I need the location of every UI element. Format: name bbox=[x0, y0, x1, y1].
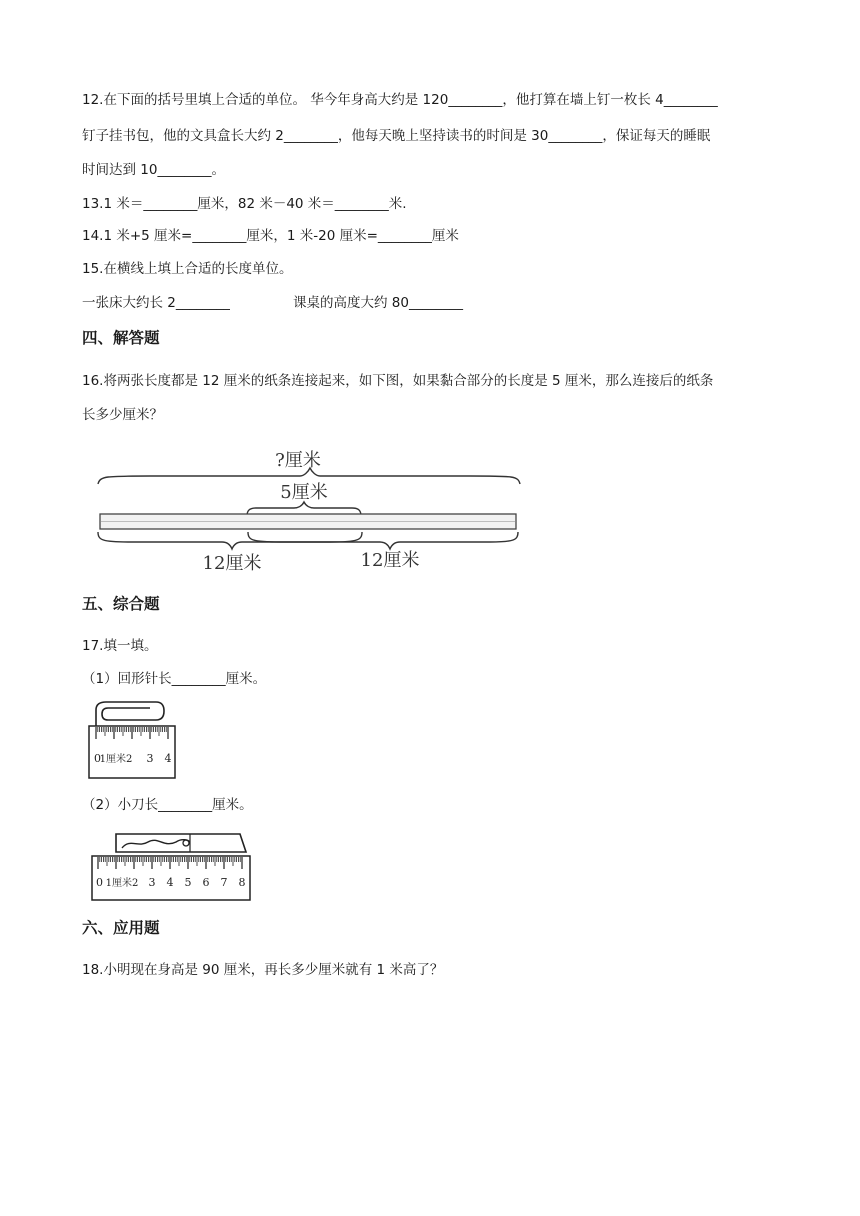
ruler-1-label-4: 4 bbox=[164, 752, 172, 765]
q18-text: 18.小明现在身高是 90 厘米，再长多少厘米就有 1 米高了？ bbox=[82, 962, 444, 978]
section-4-heading: 四、解答题 bbox=[82, 329, 160, 347]
q16-line1: 16.将两张长度都是 12 厘米的纸条连接起来，如下图，如果黏合部分的长度是 5 厘米，那么连接后的纸条 bbox=[82, 373, 714, 389]
ruler-2-label-4: 4 bbox=[166, 876, 174, 889]
q14-text: 14.1 米+5 厘米=________厘米，1 米-20 厘米=________厘米 bbox=[82, 228, 459, 244]
q12-line3: 时间达到 10________。 bbox=[82, 162, 225, 178]
left-strip-label: 12厘米 bbox=[202, 553, 262, 574]
ruler-2-label-6: 6 bbox=[202, 876, 210, 889]
q12-line2: 钉子挂书包，他的文具盒长大约 2________，他每天晚上坚持读书的时间是 30________，保证每天的睡眠 bbox=[82, 128, 711, 144]
ruler-2-label-3: 3 bbox=[148, 876, 156, 889]
q16-line2: 长多少厘米？ bbox=[82, 407, 163, 423]
ruler-2-label-1: 1厘米2 bbox=[105, 878, 139, 889]
overlap-length-label: 5厘米 bbox=[280, 482, 328, 503]
paper-strip-diagram bbox=[90, 436, 530, 578]
right-strip-label: 12厘米 bbox=[360, 550, 420, 571]
q15-title: 15.在横线上填上合适的长度单位。 bbox=[82, 261, 293, 277]
right-strip-brace bbox=[248, 532, 518, 549]
q17-title: 17.填一填。 bbox=[82, 638, 158, 654]
q15-right: 课桌的高度大约 80________ bbox=[293, 295, 463, 311]
paperclip-icon bbox=[96, 702, 164, 727]
ruler-paperclip-figure bbox=[88, 700, 176, 780]
ruler-2-label-8: 8 bbox=[238, 876, 246, 889]
q13-text: 13.1 米＝________厘米，82 米－40 米＝________米. bbox=[82, 196, 407, 212]
q17-part1: （1）回形针长________厘米。 bbox=[82, 671, 267, 687]
q17-part2: （2）小刀长________厘米。 bbox=[82, 797, 253, 813]
ruler-1-label-3: 3 bbox=[146, 752, 154, 765]
ruler-knife-figure bbox=[90, 828, 254, 904]
ruler-1-label-1: 1厘米2 bbox=[99, 754, 133, 765]
ruler-1-label-0: 0 bbox=[94, 752, 101, 765]
ruler-2-label-7: 7 bbox=[220, 876, 228, 889]
q15-left: 一张床大约长 2________ bbox=[82, 295, 230, 311]
ruler-2-label-5: 5 bbox=[184, 876, 192, 889]
left-strip-brace bbox=[98, 532, 362, 549]
total-length-label: ?厘米 bbox=[275, 450, 321, 471]
ruler-2-label-0: 0 bbox=[96, 876, 103, 889]
section-6-heading: 六、应用题 bbox=[82, 919, 160, 937]
q12-line1: 12.在下面的括号里填上合适的单位。 华今年身高大约是 120________，他打算在墙上钉一枚长 4________ bbox=[82, 92, 718, 108]
section-5-heading: 五、综合题 bbox=[82, 595, 160, 613]
